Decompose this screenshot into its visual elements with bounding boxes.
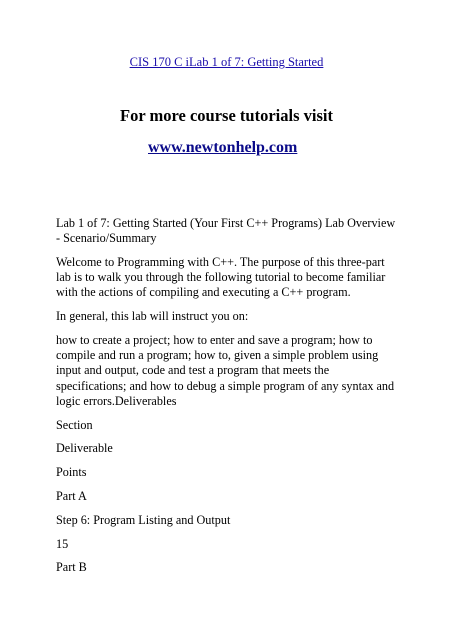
part-b-label: Part B bbox=[56, 560, 87, 575]
website-link[interactable]: www.newtonhelp.com bbox=[148, 139, 298, 156]
instructions-paragraph: how to create a project; how to enter and save a program; how to compile and run a program; how to, given a simple problem using input and output, code and test a program that meets the specifications; and how to debug a simple program of any syntax and logic errors.Deliverables bbox=[56, 333, 395, 408]
document-body bbox=[56, 216, 401, 584]
welcome-paragraph: Welcome to Programming with C++. The purpose of this three-part lab is to walk you through the following tutorial to become familiar with the actions of compiling and executing a C++ program. bbox=[56, 255, 386, 300]
points-value: 15 bbox=[56, 536, 69, 551]
promo-heading: For more course tutorials visit bbox=[120, 106, 333, 125]
section-label: Section bbox=[56, 417, 93, 432]
step-6-label: Step 6: Program Listing and Output bbox=[56, 512, 231, 527]
part-a-label: Part A bbox=[56, 489, 87, 503]
points-label: Points bbox=[56, 465, 87, 480]
title-link[interactable]: CIS 170 C iLab 1 of 7: Getting Started bbox=[129, 55, 324, 69]
deliverable-label: Deliverable bbox=[56, 441, 113, 456]
overview-paragraph: Lab 1 of 7: Getting Started (Your First C++ Programs) Lab Overview - Scenario/Summary bbox=[56, 216, 396, 246]
general-paragraph: In general, this lab will instruct you on: bbox=[56, 309, 249, 324]
